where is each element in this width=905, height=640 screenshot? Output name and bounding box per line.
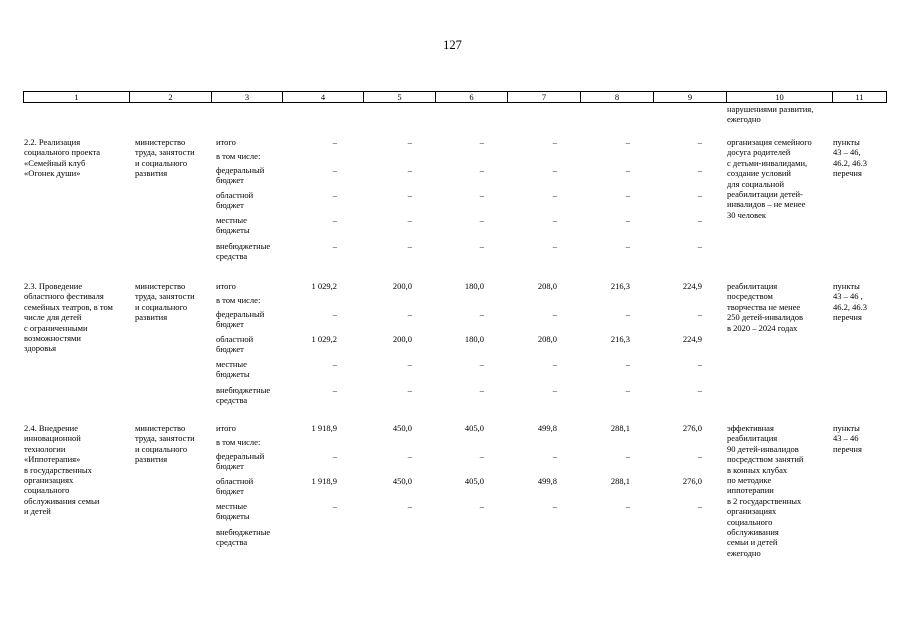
- funding-value: –: [697, 137, 702, 147]
- funding-value: –: [332, 137, 337, 147]
- plan-references: 46.2, 46.3: [833, 157, 867, 168]
- funding-value: –: [407, 215, 412, 225]
- funding-source: бюджеты: [216, 369, 250, 380]
- funding-value: –: [552, 241, 557, 251]
- funding-value: –: [332, 215, 337, 225]
- funding-value: –: [479, 501, 484, 511]
- funding-source: средства: [216, 395, 248, 406]
- funding-value: 216,3: [610, 334, 630, 344]
- expected-result: реабилитация: [727, 281, 778, 291]
- funding-value: 216,3: [610, 281, 630, 291]
- executor: труда, занятости: [135, 433, 195, 444]
- executor: министерство: [135, 423, 186, 433]
- funding-value: 1 029,2: [311, 334, 337, 344]
- executor: и социального: [135, 157, 188, 168]
- funding-value: –: [697, 359, 702, 369]
- funding-source: в том числе:: [216, 151, 261, 161]
- header-cell: 2: [130, 92, 212, 103]
- funding-source: внебюджетные: [216, 527, 271, 537]
- expected-result: семьи и детей: [727, 537, 778, 548]
- expected-result: посредством занятий: [727, 454, 804, 465]
- funding-value: –: [625, 385, 630, 395]
- header-cell: 4: [283, 92, 364, 103]
- event-title: «Семейный клуб: [24, 157, 86, 168]
- funding-value: –: [552, 309, 557, 319]
- funding-value: –: [332, 451, 337, 461]
- plan-references: 43 – 46,: [833, 147, 861, 158]
- funding-source: областной: [216, 190, 254, 200]
- funding-value: 200,0: [392, 281, 412, 291]
- funding-source: бюджет: [216, 461, 244, 472]
- executor: труда, занятости: [135, 291, 195, 302]
- page-number: 127: [443, 38, 462, 52]
- plan-references: перечня: [833, 168, 862, 179]
- expected-result: обслуживания: [727, 527, 779, 537]
- funding-value: –: [332, 165, 337, 175]
- funding-source: итого: [216, 137, 236, 147]
- executor: развития: [135, 454, 168, 465]
- funding-value: –: [407, 190, 412, 200]
- executor: труда, занятости: [135, 147, 195, 158]
- event-title: здоровья: [24, 343, 57, 354]
- funding-value: 499,8: [537, 476, 557, 486]
- event-title: с ограниченными: [24, 322, 88, 333]
- event-title: организациях: [24, 475, 74, 485]
- funding-value: –: [479, 137, 484, 147]
- funding-value: –: [332, 359, 337, 369]
- funding-source: средства: [216, 251, 248, 262]
- funding-value: –: [479, 309, 484, 319]
- header-cell: 3: [212, 92, 283, 103]
- funding-value: –: [332, 190, 337, 200]
- funding-source: федеральный: [216, 165, 265, 175]
- funding-value: –: [407, 137, 412, 147]
- executor: и социального: [135, 301, 188, 312]
- funding-value: –: [625, 190, 630, 200]
- funding-value: –: [479, 215, 484, 225]
- funding-source: бюджеты: [216, 511, 250, 522]
- executor: и социального: [135, 443, 188, 454]
- funding-source: областной: [216, 334, 254, 344]
- funding-value: –: [332, 501, 337, 511]
- event-title: областного фестиваля: [24, 291, 104, 302]
- funding-value: –: [697, 309, 702, 319]
- funding-value: 450,0: [392, 423, 412, 433]
- plan-references: пункты: [833, 423, 860, 433]
- expected-result: инвалидов – не менее: [727, 199, 806, 210]
- funding-value: –: [697, 190, 702, 200]
- funding-value: –: [625, 215, 630, 225]
- funding-source: бюджет: [216, 486, 244, 497]
- funding-value: 499,8: [537, 423, 557, 433]
- funding-source: внебюджетные: [216, 241, 271, 251]
- funding-value: –: [697, 165, 702, 175]
- funding-source: в том числе:: [216, 295, 261, 305]
- funding-value: –: [552, 359, 557, 369]
- expected-result: реабилитация: [727, 433, 778, 444]
- header-cell: 7: [508, 92, 581, 103]
- funding-value: 180,0: [464, 281, 484, 291]
- funding-value: –: [479, 241, 484, 251]
- funding-source: бюджет: [216, 344, 244, 355]
- funding-value: 1 918,9: [311, 476, 337, 486]
- funding-value: –: [407, 451, 412, 461]
- funding-value: –: [552, 501, 557, 511]
- funding-value: 405,0: [464, 423, 484, 433]
- funding-value: –: [697, 501, 702, 511]
- funding-value: 276,0: [682, 476, 702, 486]
- funding-value: –: [407, 309, 412, 319]
- funding-value: –: [697, 215, 702, 225]
- expected-result: реабилитации детей-: [727, 189, 803, 199]
- funding-source: бюджет: [216, 175, 244, 186]
- event-title: возможностями: [24, 333, 81, 343]
- funding-value: –: [552, 190, 557, 200]
- event-title: 2.3. Проведение: [24, 281, 83, 291]
- funding-value: –: [625, 165, 630, 175]
- column-number-header: [23, 91, 887, 103]
- expected-result: по методике: [727, 475, 772, 485]
- funding-source: внебюджетные: [216, 385, 271, 395]
- funding-value: 288,1: [610, 423, 630, 433]
- funding-value: –: [552, 137, 557, 147]
- executor: развития: [135, 168, 168, 179]
- plan-references: 43 – 46 ,: [833, 291, 863, 302]
- plan-references: пункты: [833, 281, 860, 291]
- funding-value: 200,0: [392, 334, 412, 344]
- funding-value: –: [625, 501, 630, 511]
- funding-source: федеральный: [216, 451, 265, 461]
- funding-value: –: [407, 385, 412, 395]
- funding-value: –: [697, 385, 702, 395]
- funding-value: 180,0: [464, 334, 484, 344]
- header-cell: 9: [654, 92, 727, 103]
- event-title: инновационной: [24, 433, 81, 444]
- funding-source: местные: [216, 501, 247, 511]
- event-title: «Огонек души»: [24, 168, 81, 179]
- executor: развития: [135, 312, 168, 323]
- funding-value: 288,1: [610, 476, 630, 486]
- executor: министерство: [135, 137, 186, 147]
- event-title: и детей: [24, 506, 51, 517]
- header-cell: 6: [436, 92, 508, 103]
- funding-value: –: [332, 241, 337, 251]
- expected-result: в конных клубах: [727, 464, 788, 475]
- expected-result: 250 детей-инвалидов: [727, 312, 804, 323]
- funding-source: местные: [216, 215, 247, 225]
- expected-result: организация семейного: [727, 137, 812, 147]
- funding-source: федеральный: [216, 309, 265, 319]
- event-title: 2.2. Реализация: [24, 137, 81, 147]
- expected-result: организациях: [727, 506, 777, 517]
- funding-value: –: [479, 385, 484, 395]
- funding-value: –: [479, 165, 484, 175]
- funding-value: –: [552, 165, 557, 175]
- expected-result: досуга родителей: [727, 147, 791, 158]
- header-cell: 8: [581, 92, 654, 103]
- event-title: 2.4. Внедрение: [24, 423, 78, 433]
- expected-result: 30 человек: [727, 209, 767, 220]
- funding-value: –: [625, 359, 630, 369]
- funding-source: итого: [216, 281, 236, 291]
- expected-result: с детьми-инвалидами,: [727, 157, 808, 168]
- event-title: технологии: [24, 443, 66, 454]
- expected-result: посредством: [727, 291, 773, 302]
- funding-value: –: [332, 309, 337, 319]
- header-cell: 10: [727, 92, 833, 103]
- funding-source: в том числе:: [216, 437, 261, 447]
- expected-result: в 2 государственных: [727, 495, 802, 506]
- expected-result: создание условий: [727, 168, 791, 179]
- funding-value: 276,0: [682, 423, 702, 433]
- funding-value: –: [625, 241, 630, 251]
- event-title: числе для детей: [24, 312, 82, 323]
- expected-result: эффективная: [727, 423, 774, 433]
- plan-references: перечня: [833, 312, 862, 323]
- funding-value: 1 918,9: [311, 423, 337, 433]
- funding-value: –: [625, 309, 630, 319]
- funding-value: 1 029,2: [311, 281, 337, 291]
- funding-value: –: [697, 241, 702, 251]
- event-title: обслуживания семьи: [24, 495, 100, 506]
- plan-references: перечня: [833, 443, 862, 454]
- expected-result: для социальной: [727, 178, 785, 189]
- expected-result: социального: [727, 516, 773, 527]
- event-title: социального проекта: [24, 147, 101, 158]
- funding-value: –: [479, 190, 484, 200]
- funding-value: –: [552, 385, 557, 395]
- funding-value: –: [407, 241, 412, 251]
- funding-value: –: [625, 451, 630, 461]
- funding-source: бюджет: [216, 200, 244, 211]
- event-title: «Иппотерапия»: [24, 454, 81, 465]
- header-cell: 5: [364, 92, 436, 103]
- funding-value: –: [407, 501, 412, 511]
- expected-result: творчества не менее: [727, 301, 801, 312]
- funding-value: 450,0: [392, 476, 412, 486]
- funding-source: бюджеты: [216, 225, 250, 236]
- plan-references: 43 – 46: [833, 433, 859, 444]
- funding-value: 208,0: [537, 334, 557, 344]
- funding-value: –: [407, 359, 412, 369]
- funding-source: бюджет: [216, 319, 244, 330]
- funding-value: –: [479, 451, 484, 461]
- header-cell: 1: [24, 92, 130, 103]
- expected-result: в 2020 – 2024 годах: [727, 322, 798, 333]
- funding-value: 224,9: [682, 281, 702, 291]
- event-title: в государственных: [24, 464, 92, 475]
- executor: министерство: [135, 281, 186, 291]
- funding-source: итого: [216, 423, 236, 433]
- plan-references: 46.2, 46.3: [833, 301, 867, 312]
- funding-value: –: [552, 215, 557, 225]
- funding-source: областной: [216, 476, 254, 486]
- funding-value: –: [552, 451, 557, 461]
- event-title: семейных театров, в том: [24, 301, 113, 312]
- expected-result: иппотерапии: [727, 485, 774, 496]
- funding-value: 224,9: [682, 334, 702, 344]
- continued-result-text: нарушениями развития,: [727, 104, 814, 114]
- event-title: социального: [24, 485, 70, 496]
- funding-value: 405,0: [464, 476, 484, 486]
- continued-result-text: ежегодно: [727, 114, 761, 125]
- funding-value: –: [697, 451, 702, 461]
- funding-value: –: [479, 359, 484, 369]
- expected-result: ежегодно: [727, 547, 761, 558]
- header-cell: 11: [833, 92, 887, 103]
- funding-value: –: [332, 385, 337, 395]
- funding-source: средства: [216, 537, 248, 548]
- expected-result: 90 детей-инвалидов: [727, 443, 799, 454]
- plan-references: пункты: [833, 137, 860, 147]
- funding-value: 208,0: [537, 281, 557, 291]
- funding-value: –: [407, 165, 412, 175]
- funding-source: местные: [216, 359, 247, 369]
- funding-value: –: [625, 137, 630, 147]
